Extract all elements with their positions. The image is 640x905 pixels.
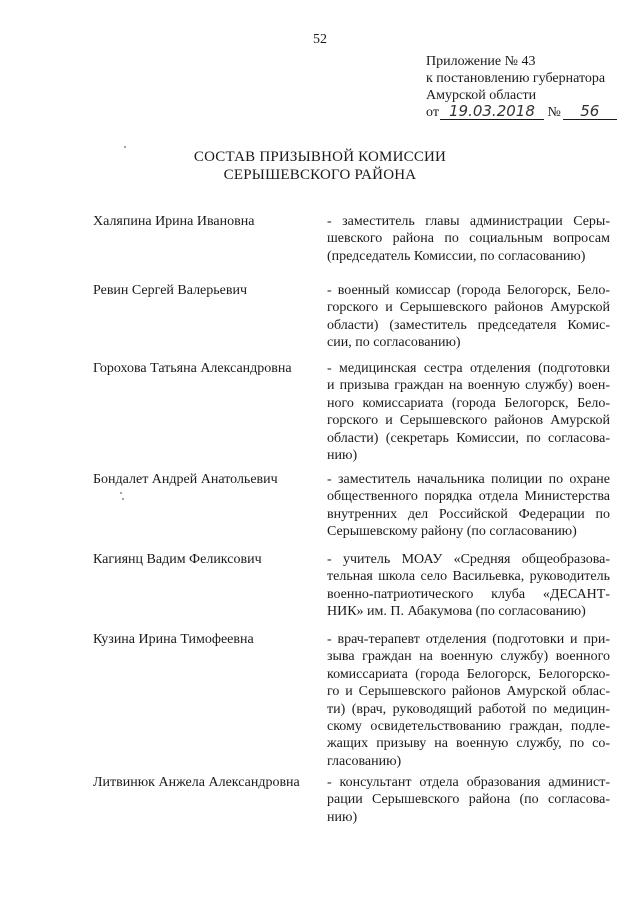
member-name: Кузина Ирина Тимофеевна bbox=[93, 632, 254, 647]
role-line: области) (секретарь Комиссии, по согласова- bbox=[327, 430, 610, 446]
role-line: скому освидетельствованию граждан, подле- bbox=[327, 719, 610, 735]
role-line: горского и Серышевского районов Амурской bbox=[327, 300, 610, 316]
scan-speck bbox=[120, 492, 122, 494]
role-line: го и Серышевского районов Амурской облас- bbox=[327, 684, 610, 700]
role-line: ти) (врач, руководящий работой по медицин- bbox=[327, 701, 610, 717]
role-line: Серышевскому району (по согласованию) bbox=[327, 524, 577, 540]
number-prefix: № bbox=[547, 105, 561, 120]
member-name: Бондалет Андрей Анатольевич bbox=[93, 472, 278, 487]
member-name: Горохова Татьяна Александровна bbox=[93, 361, 292, 376]
role-line: ного комиссариата (города Белогорск, Бело- bbox=[327, 395, 610, 411]
member-role bbox=[327, 360, 610, 464]
member-name: Литвинюк Анжела Александровна bbox=[93, 775, 300, 790]
date-prefix: от bbox=[426, 105, 439, 120]
member-role bbox=[327, 213, 610, 265]
member-name: Кагиянц Вадим Феликсович bbox=[93, 552, 262, 567]
appendix-date-row bbox=[426, 104, 626, 121]
role-line: - врач-терапевт отделения (подготовки и при- bbox=[327, 632, 610, 647]
member-name: Халяпина Ирина Ивановна bbox=[93, 214, 255, 229]
role-line: внутренних дел Российской Федерации по bbox=[327, 506, 610, 522]
role-line: - военный комиссар (города Белогорск, Бело- bbox=[327, 283, 610, 298]
role-line: рации Серышевского района (по согласова- bbox=[327, 792, 610, 808]
role-line: - учитель МОАУ «Средняя общеобразова- bbox=[327, 552, 610, 567]
member-role bbox=[327, 471, 610, 541]
member-role bbox=[327, 551, 610, 621]
role-line: нию) bbox=[327, 448, 358, 464]
appendix-line-1: Приложение № 43 bbox=[426, 54, 536, 69]
role-line: зыва граждан на военную службу) военного bbox=[327, 649, 610, 665]
role-line: комиссариата (города Белогорск, Белогорско- bbox=[327, 666, 610, 682]
role-line: области) (заместитель председателя Комис- bbox=[327, 317, 610, 333]
handwritten-date: 19.03.2018 bbox=[440, 104, 544, 120]
role-line: и призыва граждан на военную службу) воен- bbox=[327, 378, 610, 394]
member-role bbox=[327, 282, 610, 352]
document-title bbox=[0, 148, 640, 184]
appendix-header bbox=[426, 53, 626, 121]
role-line: шевского района по социальным вопросам bbox=[327, 231, 610, 247]
appendix-line-2: к постановлению губернатора bbox=[426, 71, 606, 86]
role-line: военно-патриотического клуба «ДЕСАНТ- bbox=[327, 586, 610, 602]
role-line: - заместитель начальника полиции по охране bbox=[327, 472, 610, 487]
role-line: - медицинская сестра отделения (подготовки bbox=[327, 361, 610, 376]
role-line: - заместитель главы администрации Серы- bbox=[327, 214, 610, 229]
role-line: жащих призыву на военную службу, по со- bbox=[327, 736, 610, 752]
role-line: общественного порядка отдела Министерства bbox=[327, 489, 610, 505]
role-line: сии, по согласованию) bbox=[327, 335, 461, 351]
member-name: Ревин Сергей Валерьевич bbox=[93, 283, 248, 298]
role-line: горского и Серышевского районов Амурской bbox=[327, 413, 610, 429]
scan-speck bbox=[124, 146, 126, 148]
role-line: НИК» им. П. Абакумова (по согласованию) bbox=[327, 604, 586, 620]
member-role bbox=[327, 774, 610, 826]
role-line: - консультант отдела образования админист- bbox=[327, 775, 610, 790]
member-role bbox=[327, 631, 610, 770]
page-number: 52 bbox=[313, 32, 327, 47]
title-line-2: СЕРЫШЕВСКОГО РАЙОНА bbox=[223, 167, 417, 183]
title-line-1: СОСТАВ ПРИЗЫВНОЙ КОМИССИИ bbox=[193, 149, 447, 165]
role-line: гласованию) bbox=[327, 753, 402, 769]
appendix-line-3: Амурской области bbox=[426, 88, 537, 103]
handwritten-number: 56 bbox=[563, 104, 617, 120]
role-line: тельная школа село Васильевка, руководитель bbox=[327, 569, 610, 585]
scan-speck bbox=[122, 498, 124, 500]
role-line: нию) bbox=[327, 809, 358, 825]
role-line: (председатель Комиссии, по согласованию) bbox=[327, 248, 586, 264]
